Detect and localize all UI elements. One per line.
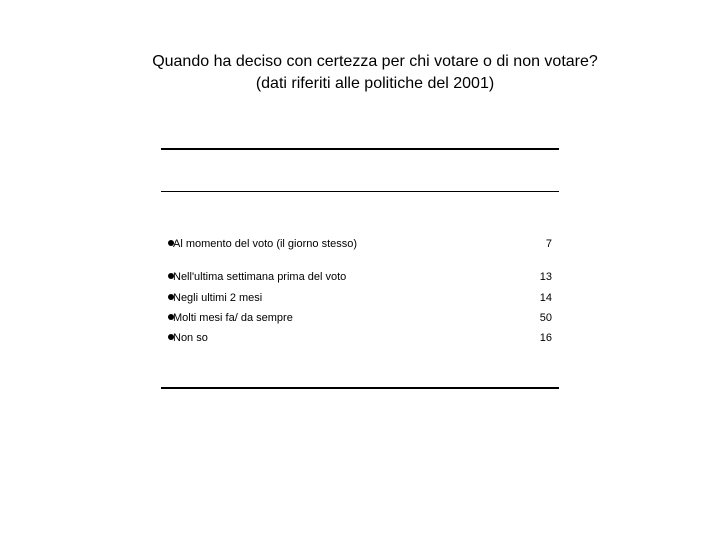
table-row [168, 310, 552, 326]
row-label: Nell'ultima settimana prima del voto [173, 271, 347, 283]
table-top-rule [161, 148, 559, 150]
row-value: 16 [539, 332, 552, 344]
row-label: Al momento del voto (il giorno stesso) [173, 238, 358, 250]
row-value: 50 [539, 312, 552, 324]
row-label: Non so [173, 332, 208, 344]
row-label: Negli ultimi 2 mesi [173, 292, 263, 304]
row-value: 14 [539, 292, 552, 304]
table-header-rule [161, 191, 559, 192]
row-value: 7 [545, 238, 552, 250]
table-row [168, 290, 552, 306]
page-subtitle: (dati riferiti alle politiche del 2001) [255, 75, 495, 92]
table-row [168, 269, 552, 285]
page-title: Quando ha deciso con certezza per chi votare o di non votare? [152, 53, 598, 70]
table-bottom-rule [161, 387, 559, 389]
row-value: 13 [539, 271, 552, 283]
row-label: Molti mesi fa/ da sempre [173, 312, 293, 324]
table-row [168, 330, 552, 346]
table-row [168, 236, 552, 252]
